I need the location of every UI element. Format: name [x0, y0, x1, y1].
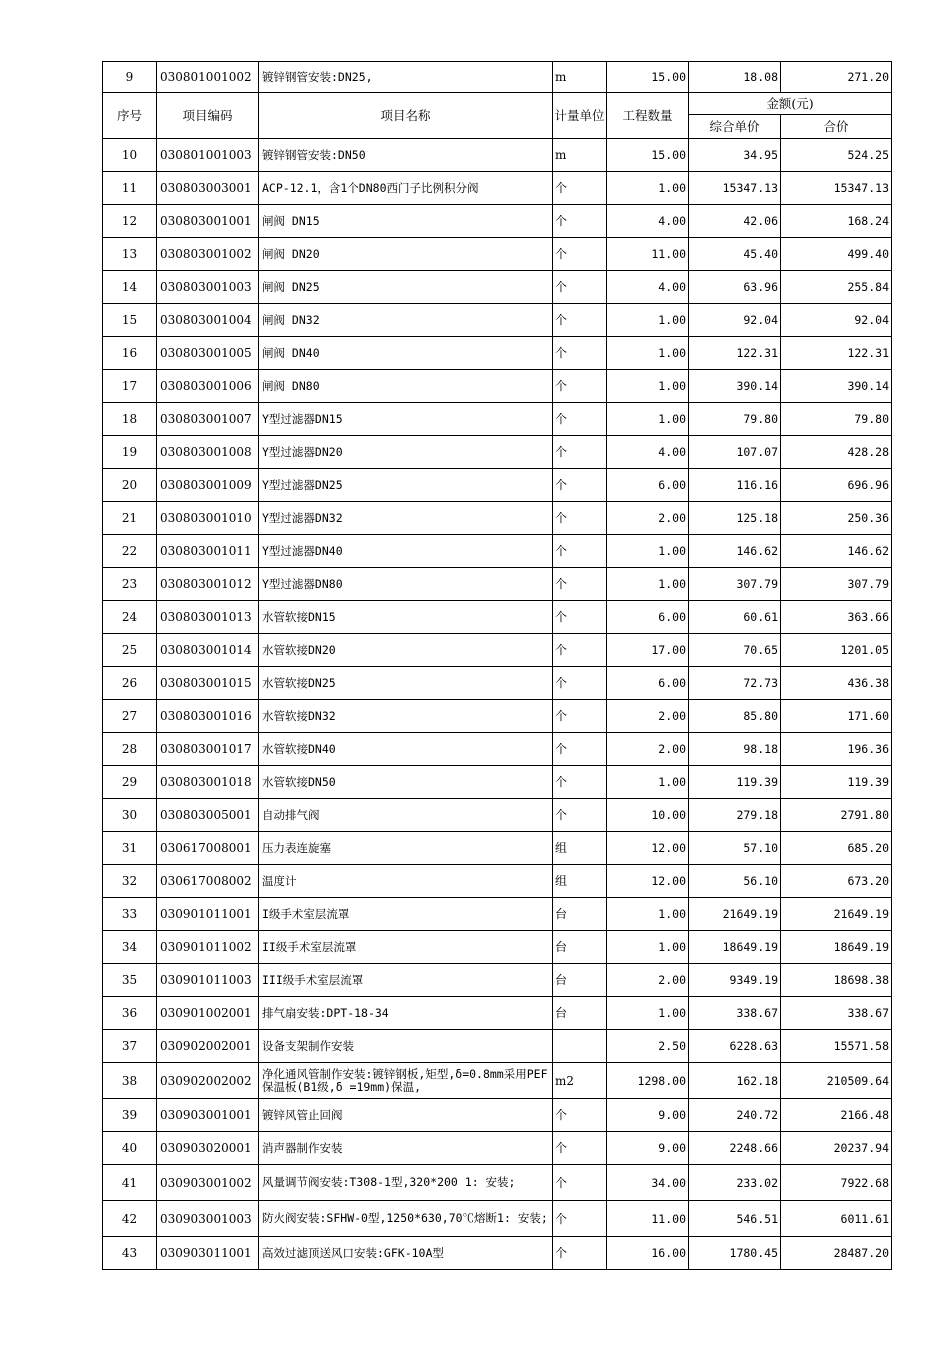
- item-total: 146.62: [781, 535, 892, 568]
- table-row: [103, 271, 892, 304]
- item-total: 250.36: [781, 502, 892, 535]
- item-unit: 台: [553, 898, 607, 931]
- item-unit-price: 92.04: [689, 304, 781, 337]
- item-unit: 个: [553, 469, 607, 502]
- item-quantity: 15.00: [607, 62, 689, 93]
- item-unit-price: 57.10: [689, 832, 781, 865]
- item-total: 1201.05: [781, 634, 892, 667]
- item-name: 水管软接DN15: [259, 601, 553, 634]
- item-name: 闸阀 DN15: [259, 205, 553, 238]
- item-quantity: 1.00: [607, 304, 689, 337]
- item-unit: 个: [553, 370, 607, 403]
- row-number: 10: [103, 139, 157, 172]
- item-code: 030803001018: [157, 766, 259, 799]
- item-name: 压力表连旋塞: [259, 832, 553, 865]
- item-unit: 个: [553, 1132, 607, 1165]
- item-unit: 个: [553, 733, 607, 766]
- item-name: 水管软接DN40: [259, 733, 553, 766]
- row-number: 18: [103, 403, 157, 436]
- item-code: 030803005001: [157, 799, 259, 832]
- item-unit: 个: [553, 271, 607, 304]
- item-name: I级手术室层流罩: [259, 898, 553, 931]
- item-quantity: 9.00: [607, 1132, 689, 1165]
- item-name: Y型过滤器DN40: [259, 535, 553, 568]
- item-name: Y型过滤器DN20: [259, 436, 553, 469]
- table-row: [103, 865, 892, 898]
- item-quantity: 4.00: [607, 205, 689, 238]
- item-code: 030903001003: [157, 1201, 259, 1237]
- row-number: 14: [103, 271, 157, 304]
- item-quantity: 34.00: [607, 1165, 689, 1201]
- item-total: 171.60: [781, 700, 892, 733]
- item-quantity: 2.00: [607, 733, 689, 766]
- item-code: 030803001012: [157, 568, 259, 601]
- item-unit-price: 70.65: [689, 634, 781, 667]
- row-number: 31: [103, 832, 157, 865]
- item-total: 436.38: [781, 667, 892, 700]
- table-row: [103, 172, 892, 205]
- item-quantity: 6.00: [607, 469, 689, 502]
- item-unit-price: 125.18: [689, 502, 781, 535]
- item-total: 122.31: [781, 337, 892, 370]
- row-number: 21: [103, 502, 157, 535]
- item-unit-price: 119.39: [689, 766, 781, 799]
- item-code: 030803001010: [157, 502, 259, 535]
- item-unit: 台: [553, 997, 607, 1030]
- item-quantity: 15.00: [607, 139, 689, 172]
- item-unit-price: 240.72: [689, 1099, 781, 1132]
- item-unit-price: 546.51: [689, 1201, 781, 1237]
- table-row: [103, 370, 892, 403]
- item-quantity: 6.00: [607, 601, 689, 634]
- item-name: 闸阀 DN25: [259, 271, 553, 304]
- item-quantity: 12.00: [607, 832, 689, 865]
- table-row: [103, 337, 892, 370]
- item-quantity: 4.00: [607, 271, 689, 304]
- item-total: 363.66: [781, 601, 892, 634]
- item-total: 390.14: [781, 370, 892, 403]
- item-unit: 个: [553, 1201, 607, 1237]
- item-code: 030803001011: [157, 535, 259, 568]
- item-quantity: 9.00: [607, 1099, 689, 1132]
- item-code: 030903001001: [157, 1099, 259, 1132]
- item-code: 030617008001: [157, 832, 259, 865]
- table-row: [103, 997, 892, 1030]
- item-total: 15347.13: [781, 172, 892, 205]
- item-name: Y型过滤器DN80: [259, 568, 553, 601]
- item-unit-price: 162.18: [689, 1063, 781, 1099]
- item-code: 030803001008: [157, 436, 259, 469]
- item-unit: 个: [553, 634, 607, 667]
- item-unit-price: 9349.19: [689, 964, 781, 997]
- item-unit-price: 6228.63: [689, 1030, 781, 1063]
- row-number: 37: [103, 1030, 157, 1063]
- item-unit-price: 85.80: [689, 700, 781, 733]
- header-unit-price: 综合单价: [689, 115, 781, 139]
- item-total: 92.04: [781, 304, 892, 337]
- item-code: 030803001003: [157, 271, 259, 304]
- item-name: 水管软接DN20: [259, 634, 553, 667]
- item-total: 20237.94: [781, 1132, 892, 1165]
- item-total: 210509.64: [781, 1063, 892, 1099]
- row-number: 16: [103, 337, 157, 370]
- item-total: 499.40: [781, 238, 892, 271]
- item-unit-price: 18649.19: [689, 931, 781, 964]
- item-unit: 个: [553, 436, 607, 469]
- item-total: 18698.38: [781, 964, 892, 997]
- item-quantity: 16.00: [607, 1237, 689, 1270]
- item-unit: 个: [553, 1165, 607, 1201]
- table-row: [103, 403, 892, 436]
- item-unit: 个: [553, 568, 607, 601]
- item-total: 28487.20: [781, 1237, 892, 1270]
- item-unit: 个: [553, 667, 607, 700]
- item-code: 030803001015: [157, 667, 259, 700]
- item-unit-price: 233.02: [689, 1165, 781, 1201]
- row-number: 32: [103, 865, 157, 898]
- item-total: 79.80: [781, 403, 892, 436]
- item-unit-price: 1780.45: [689, 1237, 781, 1270]
- table-row: [103, 1063, 892, 1099]
- item-quantity: 1.00: [607, 568, 689, 601]
- item-quantity: 1.00: [607, 337, 689, 370]
- item-unit: m: [553, 62, 607, 93]
- item-quantity: 17.00: [607, 634, 689, 667]
- item-unit: m: [553, 139, 607, 172]
- table-row: [103, 667, 892, 700]
- item-quantity: 1.00: [607, 172, 689, 205]
- item-unit-price: 279.18: [689, 799, 781, 832]
- row-number: 23: [103, 568, 157, 601]
- item-total: 119.39: [781, 766, 892, 799]
- row-number: 36: [103, 997, 157, 1030]
- item-name: III级手术室层流罩: [259, 964, 553, 997]
- item-name: Y型过滤器DN25: [259, 469, 553, 502]
- item-quantity: 12.00: [607, 865, 689, 898]
- item-total: 685.20: [781, 832, 892, 865]
- item-total: 7922.68: [781, 1165, 892, 1201]
- table-row: [103, 205, 892, 238]
- row-number: 43: [103, 1237, 157, 1270]
- item-quantity: 10.00: [607, 799, 689, 832]
- item-code: 030903020001: [157, 1132, 259, 1165]
- row-number: 40: [103, 1132, 157, 1165]
- table-row: [103, 1030, 892, 1063]
- item-total: 255.84: [781, 271, 892, 304]
- table-row: [103, 1132, 892, 1165]
- item-name: 高效过滤顶送风口安装:GFK-10A型: [259, 1237, 553, 1270]
- table-row: [103, 1099, 892, 1132]
- table-row: [103, 733, 892, 766]
- item-name: 水管软接DN50: [259, 766, 553, 799]
- item-name: 设备支架制作安装: [259, 1030, 553, 1063]
- item-quantity: 2.00: [607, 700, 689, 733]
- item-unit: 个: [553, 766, 607, 799]
- item-code: 030801001002: [157, 62, 259, 93]
- item-unit-price: 60.61: [689, 601, 781, 634]
- item-name: 自动排气阀: [259, 799, 553, 832]
- item-unit-price: 21649.19: [689, 898, 781, 931]
- item-unit-price: 45.40: [689, 238, 781, 271]
- item-name: 闸阀 DN20: [259, 238, 553, 271]
- item-code: 030903011001: [157, 1237, 259, 1270]
- table-row: [103, 832, 892, 865]
- item-name: 闸阀 DN32: [259, 304, 553, 337]
- item-unit-price: 307.79: [689, 568, 781, 601]
- row-number: 11: [103, 172, 157, 205]
- row-number: 19: [103, 436, 157, 469]
- item-unit-price: 79.80: [689, 403, 781, 436]
- row-number: 17: [103, 370, 157, 403]
- table-row: [103, 1237, 892, 1270]
- item-name: Y型过滤器DN32: [259, 502, 553, 535]
- item-unit-price: 56.10: [689, 865, 781, 898]
- item-code: 030803001001: [157, 205, 259, 238]
- row-number: 39: [103, 1099, 157, 1132]
- row-number: 20: [103, 469, 157, 502]
- item-unit: 个: [553, 1237, 607, 1270]
- item-code: 030803003001: [157, 172, 259, 205]
- item-unit: 个: [553, 700, 607, 733]
- item-code: 030803001006: [157, 370, 259, 403]
- item-unit: 台: [553, 931, 607, 964]
- table-row: [103, 62, 892, 93]
- item-name: 镀锌钢管安装:DN50: [259, 139, 553, 172]
- item-unit-price: 107.07: [689, 436, 781, 469]
- item-unit: 组: [553, 832, 607, 865]
- item-unit-price: 98.18: [689, 733, 781, 766]
- item-name: 闸阀 DN40: [259, 337, 553, 370]
- row-number: 30: [103, 799, 157, 832]
- row-number: 22: [103, 535, 157, 568]
- table-row: [103, 931, 892, 964]
- item-name: 闸阀 DN80: [259, 370, 553, 403]
- item-quantity: 1.00: [607, 931, 689, 964]
- item-total: 196.36: [781, 733, 892, 766]
- row-number: 33: [103, 898, 157, 931]
- header-unit: 计量单位: [553, 93, 607, 139]
- item-total: 338.67: [781, 997, 892, 1030]
- row-number: 28: [103, 733, 157, 766]
- header-total: 合价: [781, 115, 892, 139]
- item-total: 6011.61: [781, 1201, 892, 1237]
- item-total: 307.79: [781, 568, 892, 601]
- row-number: 42: [103, 1201, 157, 1237]
- item-code: 030901011001: [157, 898, 259, 931]
- row-number: 27: [103, 700, 157, 733]
- item-quantity: 1.00: [607, 370, 689, 403]
- item-unit: 个: [553, 337, 607, 370]
- row-number: 25: [103, 634, 157, 667]
- item-quantity: 1.00: [607, 403, 689, 436]
- item-quantity: 6.00: [607, 667, 689, 700]
- item-unit-price: 338.67: [689, 997, 781, 1030]
- item-unit-price: 63.96: [689, 271, 781, 304]
- item-quantity: 1298.00: [607, 1063, 689, 1099]
- row-number: 24: [103, 601, 157, 634]
- item-unit-price: 34.95: [689, 139, 781, 172]
- row-number: 12: [103, 205, 157, 238]
- item-unit: 个: [553, 403, 607, 436]
- item-code: 030803001016: [157, 700, 259, 733]
- table-row: [103, 568, 892, 601]
- bill-of-quantities-table: [102, 61, 892, 1270]
- header-name: 项目名称: [259, 93, 553, 139]
- item-quantity: 2.00: [607, 502, 689, 535]
- item-unit: 台: [553, 964, 607, 997]
- table-row: [103, 535, 892, 568]
- item-name: 净化通风管制作安装:镀锌钢板,矩型,δ=0.8mm采用PEF保温板(B1级,δ =19mm)保温,: [259, 1063, 553, 1099]
- item-code: 030803001004: [157, 304, 259, 337]
- item-name: 水管软接DN32: [259, 700, 553, 733]
- item-unit: 个: [553, 238, 607, 271]
- item-name: 镀锌钢管安装:DN25,: [259, 62, 553, 93]
- item-unit-price: 72.73: [689, 667, 781, 700]
- item-quantity: 1.00: [607, 766, 689, 799]
- item-code: 030901011002: [157, 931, 259, 964]
- item-code: 030617008002: [157, 865, 259, 898]
- table-row: [103, 1165, 892, 1201]
- item-total: 18649.19: [781, 931, 892, 964]
- item-quantity: 1.00: [607, 997, 689, 1030]
- item-quantity: 11.00: [607, 238, 689, 271]
- row-number: 35: [103, 964, 157, 997]
- item-code: 030903001002: [157, 1165, 259, 1201]
- header-no: 序号: [103, 93, 157, 139]
- row-number: 15: [103, 304, 157, 337]
- item-unit: 个: [553, 799, 607, 832]
- item-unit: 个: [553, 601, 607, 634]
- item-quantity: 1.00: [607, 535, 689, 568]
- table-row: [103, 964, 892, 997]
- table-row: [103, 469, 892, 502]
- item-quantity: 4.00: [607, 436, 689, 469]
- item-unit: 个: [553, 172, 607, 205]
- item-code: 030901011003: [157, 964, 259, 997]
- item-name: 消声器制作安装: [259, 1132, 553, 1165]
- row-number: 38: [103, 1063, 157, 1099]
- item-unit: 个: [553, 1099, 607, 1132]
- item-total: 673.20: [781, 865, 892, 898]
- table-row: [103, 139, 892, 172]
- item-code: 030803001014: [157, 634, 259, 667]
- item-total: 524.25: [781, 139, 892, 172]
- item-unit-price: 146.62: [689, 535, 781, 568]
- row-number: 29: [103, 766, 157, 799]
- table-row: [103, 436, 892, 469]
- item-total: 21649.19: [781, 898, 892, 931]
- item-total: 15571.58: [781, 1030, 892, 1063]
- header-quantity: 工程数量: [607, 93, 689, 139]
- item-total: 696.96: [781, 469, 892, 502]
- item-name: 镀锌风管止回阀: [259, 1099, 553, 1132]
- item-unit-price: 15347.13: [689, 172, 781, 205]
- item-name: 温度计: [259, 865, 553, 898]
- item-name: II级手术室层流罩: [259, 931, 553, 964]
- table-row: [103, 700, 892, 733]
- table-row: [103, 304, 892, 337]
- table-row: [103, 238, 892, 271]
- item-unit-price: 18.08: [689, 62, 781, 93]
- table-row: [103, 502, 892, 535]
- item-name: ACP-12.1，含1个DN80西门子比例积分阀: [259, 172, 553, 205]
- table-row: [103, 601, 892, 634]
- item-code: 030902002002: [157, 1063, 259, 1099]
- header-code: 项目编码: [157, 93, 259, 139]
- item-code: 030902002001: [157, 1030, 259, 1063]
- item-name: 水管软接DN25: [259, 667, 553, 700]
- item-code: 030803001002: [157, 238, 259, 271]
- table-row: [103, 766, 892, 799]
- item-name: 排气扇安装:DPT-18-34: [259, 997, 553, 1030]
- item-total: 2791.80: [781, 799, 892, 832]
- item-total: 271.20: [781, 62, 892, 93]
- item-unit-price: 122.31: [689, 337, 781, 370]
- item-name: 风量调节阀安装:T308-1型,320*200 1: 安装;: [259, 1165, 553, 1201]
- item-unit: m2: [553, 1063, 607, 1099]
- item-unit: 个: [553, 304, 607, 337]
- item-code: 030803001013: [157, 601, 259, 634]
- item-code: 030803001017: [157, 733, 259, 766]
- item-unit: 个: [553, 535, 607, 568]
- item-name: Y型过滤器DN15: [259, 403, 553, 436]
- item-total: 168.24: [781, 205, 892, 238]
- item-quantity: 2.00: [607, 964, 689, 997]
- item-quantity: 1.00: [607, 898, 689, 931]
- table-row: [103, 1201, 892, 1237]
- table-row: [103, 898, 892, 931]
- item-code: 030803001005: [157, 337, 259, 370]
- header-row: [103, 93, 892, 115]
- item-total: 428.28: [781, 436, 892, 469]
- item-code: 030801001003: [157, 139, 259, 172]
- row-number: 9: [103, 62, 157, 93]
- item-code: 030901002001: [157, 997, 259, 1030]
- item-code: 030803001007: [157, 403, 259, 436]
- item-unit-price: 390.14: [689, 370, 781, 403]
- item-unit: 组: [553, 865, 607, 898]
- table-row: [103, 634, 892, 667]
- item-unit-price: 116.16: [689, 469, 781, 502]
- item-name: 防火阀安装:SFHW-0型,1250*630,70℃熔断1: 安装;: [259, 1201, 553, 1237]
- row-number: 41: [103, 1165, 157, 1201]
- row-number: 26: [103, 667, 157, 700]
- item-code: 030803001009: [157, 469, 259, 502]
- item-quantity: 2.50: [607, 1030, 689, 1063]
- row-number: 13: [103, 238, 157, 271]
- header-amount: 金额(元): [689, 93, 892, 115]
- row-number: 34: [103, 931, 157, 964]
- item-unit: [553, 1030, 607, 1063]
- item-quantity: 11.00: [607, 1201, 689, 1237]
- item-unit: 个: [553, 205, 607, 238]
- item-unit-price: 2248.66: [689, 1132, 781, 1165]
- item-unit-price: 42.06: [689, 205, 781, 238]
- item-total: 2166.48: [781, 1099, 892, 1132]
- item-unit: 个: [553, 502, 607, 535]
- table-row: [103, 799, 892, 832]
